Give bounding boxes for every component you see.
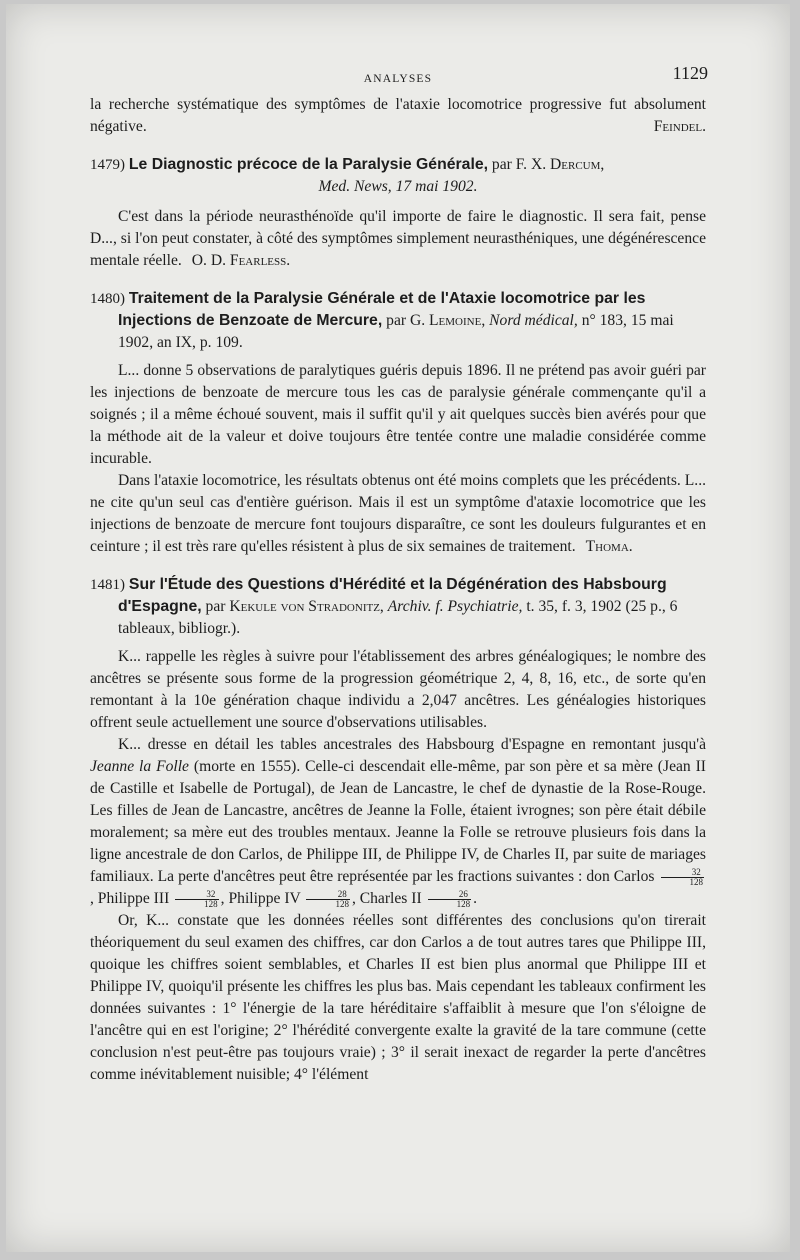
running-title: ANALYSES: [363, 73, 433, 85]
fraction: [175, 890, 219, 909]
fraction-numerator: 26: [428, 890, 472, 900]
fraction-denominator: 128: [335, 898, 349, 909]
intro-text: la recherche systématique des symptômes de l'ataxie locomotrice progressive fut absolument négative.: [90, 96, 706, 135]
fraction: [661, 868, 705, 887]
entry-heading: [90, 288, 706, 354]
entry-paragraph: [90, 206, 706, 272]
fraction-numerator: 28: [306, 890, 350, 900]
entry-title: Traitement de la Paralysie Générale et de l'Ataxie locomotrice par les Injections de Benzoate de Mercure,: [118, 290, 646, 329]
entry-paragraph: [90, 470, 706, 558]
entry-heading: [90, 154, 706, 176]
entry-paragraph-text: Dans l'ataxie locomotrice, les résultats obtenus ont été moins complets que les précédents. L... ne cite qu'un seul cas d'entière guérison. Mais il est un symptôme d'ataxie locomotrice que les injections de benzoate de mercure font toujours disparaître, ce sont les douleurs fulgurantes et en ceinture ; il est très rare qu'elles résistent à plus de six semaines de traitement.: [90, 472, 706, 555]
entry-number: 1481): [90, 577, 125, 593]
entry-author: Kekule von Stradonitz,: [229, 598, 384, 615]
entry-number: 1480): [90, 291, 125, 307]
entry-paragraph-text: C'est dans la période neurasthénoïde qu'il importe de faire le diagnostic. Il sera fait, pense D..., si l'on peut constater, à côté des symptômes simplement neurasthéniques, une dégénérescence mentale réelle.: [90, 208, 706, 269]
entry-heading: [90, 574, 706, 640]
source-details: t. 35, f. 3, 1902 (25 p., 6 tableaux, bibliogr.).: [118, 598, 678, 637]
entry-1480: [90, 288, 706, 558]
book-page: [6, 4, 790, 1252]
fraction: [306, 890, 350, 909]
fraction-suffix: .: [473, 890, 477, 907]
entry-paragraph: [90, 734, 706, 910]
fraction-denominator: 128: [689, 876, 703, 887]
person-name: Jeanne la Folle: [90, 758, 189, 775]
page-header: [90, 62, 706, 94]
entry-paragraph: L... donne 5 observations de paralytiques guéris depuis 1896. Il ne prétend pas avoir guéri par les injections de benzoate de mercure tous les cas de paralysie générale commençante qu'il a soignés ; il a même échoué souvent, mais il suffit qu'il y ait quelques succès bien avérés pour que la méthode ait de la valeur et doive toujours être tentée contre une maladie considérée comme incurable.: [90, 362, 706, 467]
byline-prefix: par: [205, 598, 226, 615]
entry-signature: Thoma.: [585, 538, 633, 555]
fraction-denominator: 128: [456, 898, 471, 909]
entry-author: G. Lemoine,: [409, 312, 486, 329]
entry-number: 1479): [90, 157, 125, 173]
byline-prefix: par: [386, 312, 407, 329]
entry-source-text: Med. News, 17 mai 1902.: [318, 178, 478, 195]
fraction-numerator: 32: [175, 890, 219, 900]
byline-prefix: par: [491, 156, 512, 173]
source-details: n° 183, 15 mai 1902, an IX, p. 109.: [118, 312, 674, 351]
entry-author: F. X. Dercum,: [515, 156, 605, 173]
entry-signature: O. D. Fearless.: [191, 252, 291, 269]
fraction-denominator: 128: [204, 898, 218, 909]
entry-title: Le Diagnostic précoce de la Paralysie Générale,: [128, 156, 489, 173]
entry-paragraph: K... rappelle les règles à suivre pour l'établissement des arbres généalogiques; le nombre des ancêtres se présente sous forme de la progression géométrique 2, 4, 8, 16, etc., de sorte qu'en remontant à la 10e génération chaque individu a 2,047 ancêtres. Les généalogies historiques offrent seule actuellement une source d'observations utilisables.: [90, 648, 706, 731]
fraction-suffix: , Philippe IV: [220, 890, 301, 907]
intro-signature: Feindel.: [653, 118, 706, 135]
paragraph-text: (morte en 1555). Celle-ci descendait elle-même, par son père et sa mère (Jean II de Castille et Isabelle de Portugal), de Jean de Lancastre, le chef de dynastie de la Rose-Rouge. Les filles de Jean de Lancastre, ancêtres de Jeanne la Folle, étaient ivrognes; son père était débile moralement; sa mère eut des troubles mentaux. Jeanne la Folle se retrouve plusieurs fois dans la ligne ancestrale de don Carlos, de Philippe III, de Philippe IV, de Charles II, par suite de mariages familiaux. La perte d'ancêtres peut être représentée par les fractions suivantes : don Carlos: [90, 758, 706, 885]
entry-source: [90, 176, 706, 198]
source-journal: Nord médical,: [489, 312, 578, 329]
fraction-numerator: 32: [661, 868, 705, 878]
entry-1479: [90, 154, 706, 272]
fraction: [428, 890, 472, 909]
paragraph-text: K... dresse en détail les tables ancestrales des Habsbourg d'Espagne en remontant jusqu'à: [118, 736, 706, 753]
fraction-suffix: , Philippe III: [90, 890, 170, 907]
entry-title: Sur l'Étude des Questions d'Hérédité et la Dégénération des Habsbourg d'Espagne,: [118, 576, 667, 615]
source-journal: Archiv. f. Psychiatrie,: [387, 598, 523, 615]
fraction-suffix: , Charles II: [351, 890, 422, 907]
entry-1481: [90, 574, 706, 1086]
entry-paragraph: Or, K... constate que les données réelles sont différentes des conclusions qu'on tirerait théoriquement du seul examen des chiffres, car don Carlos a de tout autres tares que Philippe III, quoique les chiffres soient semblables, et Charles II est bien plus anormal que Philippe III et Philippe IV, quoiqu'il présente les chiffres les plus bas. Mais cependant les tableaux confirment les données suivantes : 1° l'énergie de la tare héréditaire s'affaiblit à mesure que l'on s'éloigne de l'ancêtre qui en est l'origine; 2° l'hérédité convergente exalte la gravité de la tare commune (cette conclusion n'est peut-être pas toujours vraie) ; 3° il serait inexact de regarder la perte d'ancêtres comme inévitablement nuisible; 4° l'élément: [90, 912, 706, 1083]
page-number: 1129: [672, 63, 708, 83]
page-content: [90, 62, 706, 1086]
intro-paragraph: [90, 94, 706, 138]
